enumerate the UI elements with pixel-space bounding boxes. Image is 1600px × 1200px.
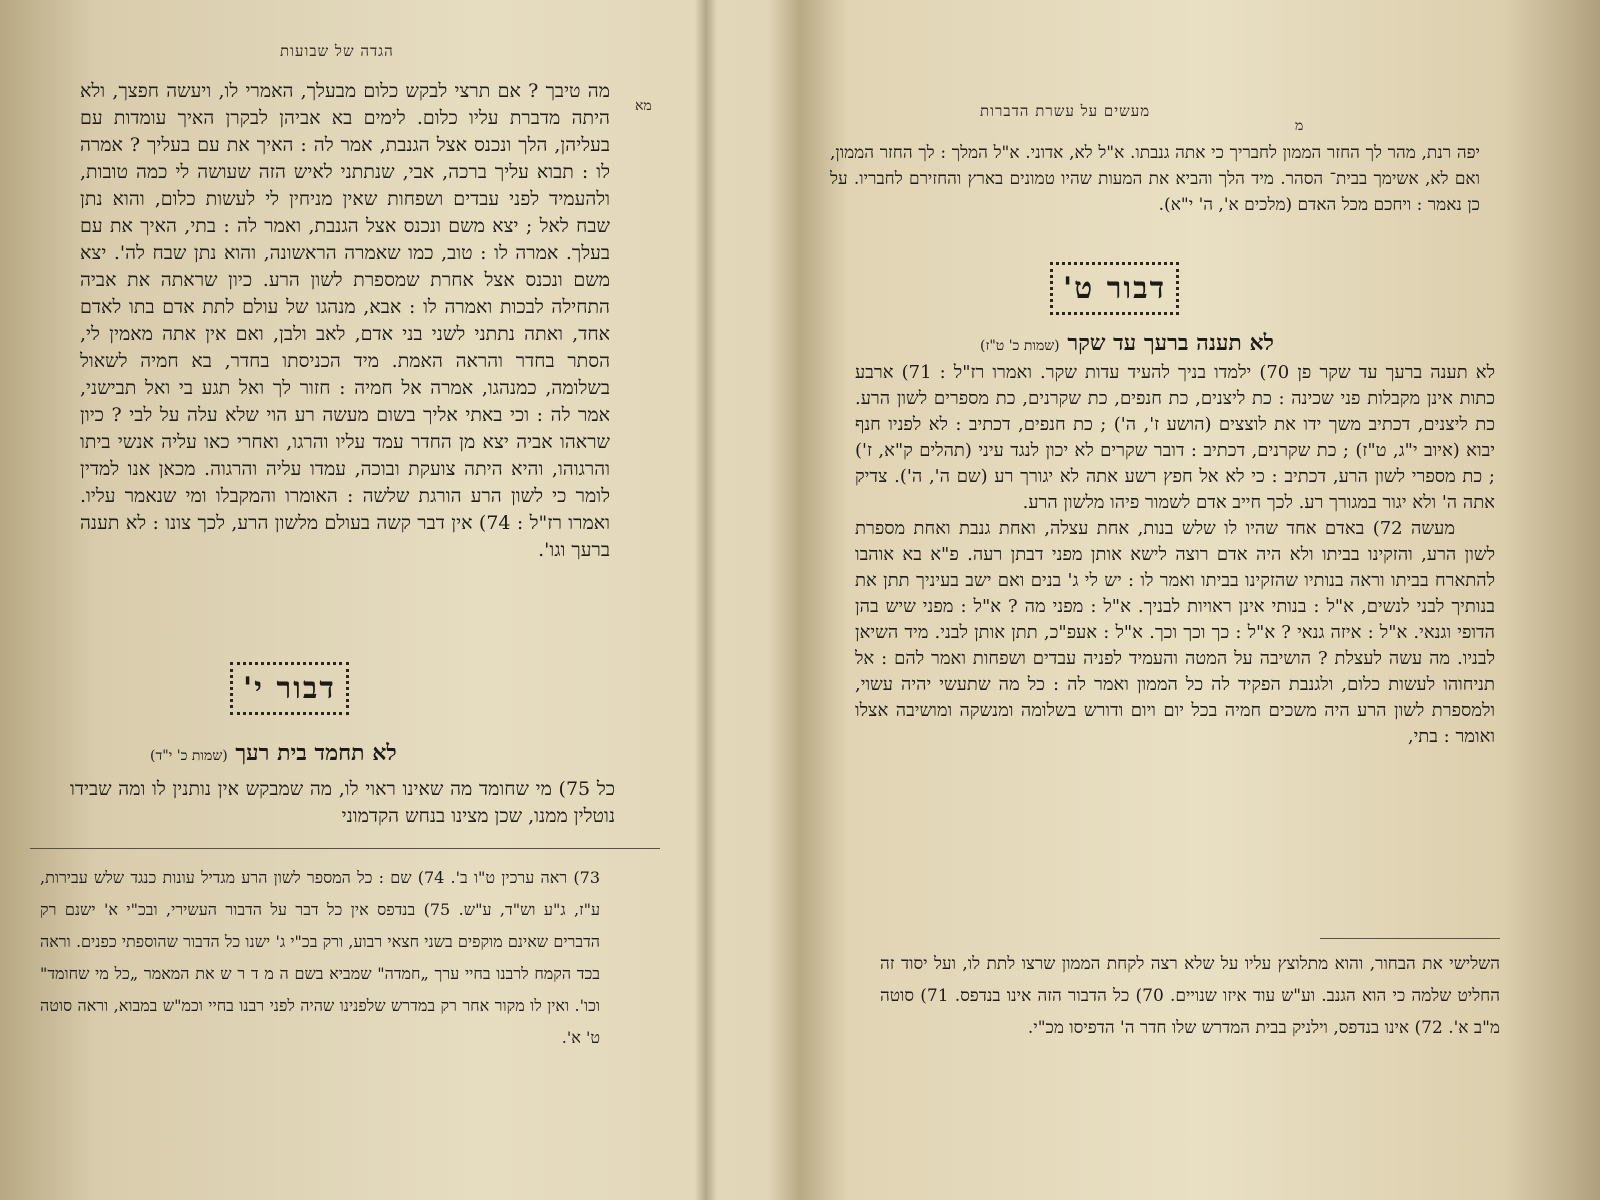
- left-verse-text: לא תחמד בית רעך: [235, 740, 397, 766]
- right-page: [730, 0, 1570, 1200]
- left-footnote-rule: [30, 848, 660, 849]
- left-page-number: מא: [635, 98, 652, 114]
- left-body-paragraph: מה טיבך ? אם תרצי לבקש כלום מבעלך, האמרי לו, ויעשה חפצך, ולא היתה מדברת עליו כלום. לימים בא אביהן לבקרן האיך עומדות עם בעליהן, הלך ונכנס אצל הגנבת, אמר לה : האיך את עם בעליך ? אמרה לו : תבוא עליך ברכה, אבי, שנתתני לאיש הזה שעושה לי כמה טובות, ולהעמיד לפני עבדים ושפחות שאין מניחין לי לעשות כלום, והוא נתן שבח לאל ; יצא משם ונכנס אצל הגנבת, ואמר לה : בתי, האיך את עם בעלך. אמרה לו : טוב, כמו שאמרה הראשונה, והוא נתן שבח לה'. יצא משם ונכנס אצל אחרת שמספרת לשון הרע. כיון שראתה את אביה התחילה לבכות ואמרה לו : אבא, מנהגו של עולם לתת אדם בתו לאדם אחד, ואתה נתתני לשני בני אדם, לאב ולבן, ואם אין אתה מאמין לי, הסתר בחדר והראה האמת. מיד הכניסתו בחדר, בא חמיה לשאול בשלומה, כמנהגו, אמרה אל חמיה : חזור לך ואל תגע בי ואל תבישני, אמר לה : וכי באתי אליך בשום מעשה רע הוי שלא עלה על לבי ? כיון שראהו אביה יצא מן החדר עמד עליו והרגו, ואחרי כאו עליה אנשי ביתו והרגוהו, והיא היתה צועקת ובוכה, עמדו עליה והרגוה. מכאן אנו למדין לומר כי לשון הרע הורגת שלשה : האומרו והמקבלו ומי שנאמר עליו. ואמרו רז"ל : 74) אין דבר קשה בעולם מלשון הרע, לכך צונו : לא תענה ברעך וגו'.: [80, 80, 610, 561]
- left-verse: [150, 740, 397, 766]
- left-body-text: [80, 78, 610, 564]
- right-footnotes: [880, 948, 1500, 1044]
- right-body-text: [855, 360, 1495, 750]
- left-dibbur-heading: דבור י': [230, 662, 349, 715]
- left-footnotes: [40, 862, 600, 1054]
- left-running-head: הגדה של שבועות: [280, 42, 394, 60]
- left-after-verse-text: כל 75) מי שחומד מה שאינו ראוי לו, מה שמבקש אין נותנין לו ומה שבידו נוטלין ממנו, שכן מצינו בנחש הקדמוני: [70, 778, 616, 827]
- left-footnote: 73) ראה ערכין ט"ו ב'. 74) שם : כל המספר לשון הרע מגדיל עונות כנגד שלש עבירות, ע"ז, ג"ע וש"ד, ע"ש. 75) בנדפס אין כל דבר על הדבור העשירי, ובכ"י א' ישנם רק הדברים שאינם מוקפים בשני חצאי רבוע, ורק בכ"י ג' ישנו כל הדבור שהוספתי כפנים. וראה בכד הקמח לרבנו בחיי ערך „חמדה" שמביא בשם ה מ ד ר ש את המאמר „כל מי שחומד" וכו'. ואין לו מקור אחר רק במדרש שלפנינו שהיה לפני רבנו בחיי וכמ"ש במבוא, וראה סוטה ט' א'.: [40, 868, 601, 1047]
- right-top-paragraph: יפה רנת, מהר לך החזר הממון לחבריך כי אתה גנבתו. א"ל לא, אדוני. א"ל המלך : לך החזר הממון, ואם לא, אשימך בבית־ הסהר. מיד הלך והביא את המעות שהיו טמונים בארץ והחזירם לחבריו. על כן נאמר : ויחכם מכל האדם (מלכים א', ה' י"א).: [830, 143, 1480, 215]
- book-gutter: [695, 0, 717, 1200]
- right-verse-ref: (שמות כ' ט"ז): [980, 338, 1060, 354]
- right-verse: [980, 330, 1274, 356]
- right-page-number: מ: [1295, 118, 1304, 134]
- right-body-paragraph-1: לא תענה ברעך עד שקר פן 70) ילמדו בניך להעיד עדות שקר. ואמרו רז"ל : 71) ארבע כתות אינן מקבלות פני שכינה : כת ליצנים, כת חנפים, כת שקרנים, כת מספרים לשון הרע. כת ליצנים, דכתיב משך ידו את לוצצים (הושע ז', ה') ; כת חנפים, דכתיב : לא לפניו חנף יבוא (איוב י"ג, ט"ז) ; כת שקרנים, דכתיב : דובר שקרים לא יכון לנגד עיני (תהלים ק"א, ז') ; כת מספרי לשון הרע, דכתיב : כי לא אל חפץ רשע אתה לא יגורך רע (שם ה', ה'). צדיק אתה ה' ולא יגור במגורך רע. לכך חייב אדם לשמור פיהו מלשון הרע.: [855, 362, 1495, 513]
- left-verse-ref: (שמות כ' י"ד): [150, 748, 228, 764]
- right-body-paragraph-2: מעשה 72) באדם אחד שהיו לו שלש בנות, אחת עצלה, ואחת גנבת ואחת מספרת לשון הרע, והזקינו בביתו ולא היה אדם רוצה לישא אותן מפני דבתן רעה. פ"א בא אוהבו להתארח בביתו וראה בנותיו שהזקינו בביתו ואמר לו : יש לי ג' בנים ואם ישב בעיניך תתן את בנותיך לבני לנשים, א"ל : בנותי אינן ראויות לבניך. א"ל : מפני מה ? א"ל : מפני שיש בהן הדופי וגנאי. א"ל : איזה גנאי ? א"ל : כך וכך וכך. א"ל : אעפ"כ, תתן אותן לבני. מיד השיאן לבניו. מה עשה לעצלת ? הושיבה על המטה והעמיד לפניה עבדים ושפחות ואמר להם : אל תניחוהו לעשות כלום, ולגנבת הפקיד לה כל הממון ואמר לה : כל מה שתעשי יהיה עשוי, ולמספרת לשון הרע היה משכים חמיה בכל יום ויום ודורש בשלומה ומנשקה ומושיבה אצלו ואומר : בתי,: [855, 518, 1495, 747]
- left-page: [30, 0, 670, 1200]
- right-dibbur-heading: דבור ט': [1050, 262, 1179, 315]
- right-running-head: מעשים על עשרת הדברות: [980, 102, 1151, 120]
- right-footnote-rule: [1320, 938, 1500, 939]
- right-footnote: השלישי את הבחור, והוא מתלוצץ עליו על שלא רצה לקחת הממון שרצו לתת לו, ועל יסוד זה החליט שלמה כי הוא הגנב. וע"ש עוד איזו שנויים. 70) כל הדבור הזה אינו בנדפס. 71) סוטה מ"ב א'. 72) אינו בנדפס, וילניק בבית המדרש שלו חדר ה' הדפיסו מכ"י.: [880, 954, 1500, 1038]
- right-verse-text: לא תענה ברעך עד שקר: [1067, 330, 1274, 356]
